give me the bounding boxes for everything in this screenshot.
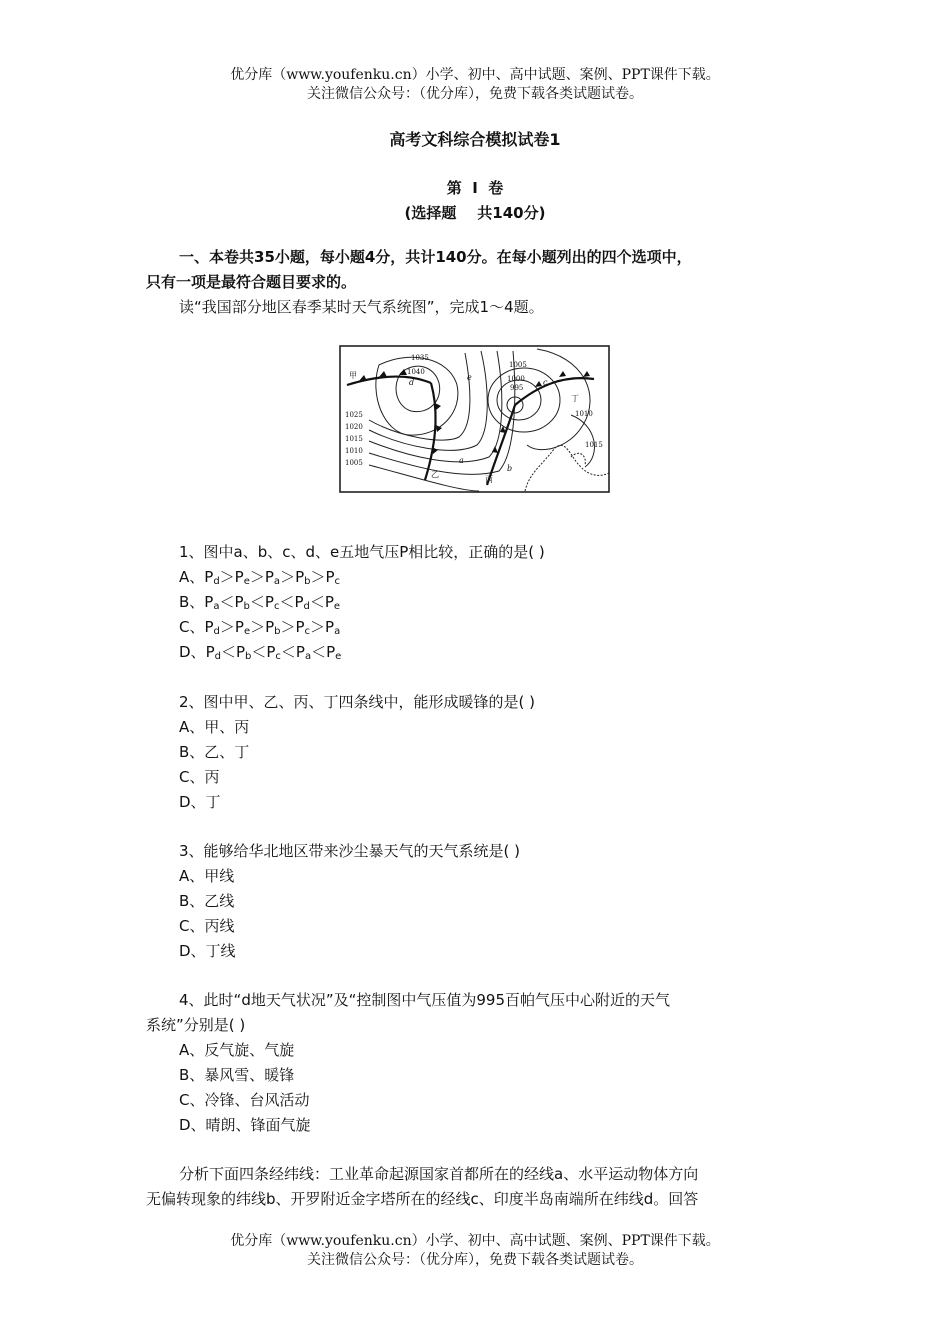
pressure-subscript: c <box>304 626 311 637</box>
weather-system-map <box>339 345 610 493</box>
option-c: C、冷锋、台风活动 <box>179 1091 310 1109</box>
pressure-subscript: a <box>213 601 220 612</box>
label-p1025: 1025 <box>345 411 363 419</box>
label-bing: 丙 <box>485 475 493 484</box>
passage-line-1: 分析下面四条经纬线：工业革命起源国家首都所在的经线a、水平运动物体方向 <box>179 1165 699 1183</box>
option-a <box>146 565 810 590</box>
label-p1015-left: 1015 <box>345 435 363 443</box>
pressure-subscript: d <box>213 626 220 637</box>
option-d: D、丁 <box>179 793 221 811</box>
pressure-subscript: c <box>334 576 341 587</box>
pressure-subscript: c <box>273 601 280 612</box>
section-intro-line-1: 一、本卷共35小题，每小题4分，共计140分。在每小题列出的四个选项中， <box>179 248 692 266</box>
passage-line-2: 无偏转现象的纬线b、开罗附近金字塔所在的经线c、印度半岛南端所在纬线d。回答 <box>146 1190 699 1208</box>
label-d: d <box>409 378 415 387</box>
label-p1010-left: 1010 <box>345 447 363 455</box>
pressure-symbol: ＞P <box>219 568 244 586</box>
pressure-symbol: ＜P <box>249 593 274 611</box>
pressure-subscript: b <box>245 651 252 662</box>
pressure-subscript: a <box>304 651 312 662</box>
pressure-symbol: P <box>204 568 214 586</box>
pressure-subscript: b <box>304 576 311 587</box>
pressure-subscript: b <box>243 601 250 612</box>
pressure-symbol: ＞P <box>310 618 335 636</box>
option-label: A、 <box>179 568 205 586</box>
option-label: C、 <box>179 618 205 636</box>
question-stem: 3、能够给华北地区带来沙尘暴天气的天气系统是( ) <box>179 842 521 860</box>
map-frame <box>340 346 609 492</box>
question-1 <box>146 540 810 665</box>
label-p1005-top: 1005 <box>509 361 527 369</box>
question-stem: 2、图中甲、乙、丙、丁四条线中，能形成暖锋的是( ) <box>179 693 536 711</box>
question-4 <box>146 988 810 1138</box>
pressure-symbol: ＞P <box>280 618 305 636</box>
option-a: A、甲线 <box>179 867 235 885</box>
label-e: e <box>467 373 472 382</box>
pressure-symbol: ＞P <box>250 618 275 636</box>
pressure-symbol: ＞P <box>310 568 335 586</box>
pressure-subscript: e <box>333 601 341 612</box>
label-p1020: 1020 <box>345 423 363 431</box>
pressure-symbol: ＞P <box>280 568 305 586</box>
label-ding: 丁 <box>571 394 579 403</box>
pressure-subscript: e <box>243 626 251 637</box>
option-d: D、丁线 <box>179 942 236 960</box>
pressure-symbol: ＜P <box>220 643 246 661</box>
label-yi: 乙 <box>431 470 439 479</box>
pressure-symbol: ＜P <box>280 643 305 661</box>
header-line-1: 优分库（www.youfenku.cn）小学、初中、高中试题、案例、PPT课件下载。 <box>230 67 720 83</box>
pressure-subscript: c <box>275 651 281 662</box>
pressure-subscript: d <box>213 576 220 587</box>
pressure-symbol: ＜P <box>219 593 244 611</box>
label-jia: 甲 <box>349 371 357 380</box>
option-d <box>146 640 810 665</box>
option-b: B、乙线 <box>179 892 235 910</box>
pressure-subscript: a <box>273 576 281 587</box>
pressure-subscript: e <box>243 576 250 587</box>
pressure-symbol: ＞P <box>219 618 244 636</box>
pressure-subscript: e <box>335 651 342 662</box>
pressure-subscript: b <box>274 626 281 637</box>
option-a: A、反气旋、气旋 <box>179 1041 295 1059</box>
footer-line-1: 优分库（www.youfenku.cn）小学、初中、高中试题、案例、PPT课件下载。 <box>230 1233 720 1249</box>
header-line-2: 关注微信公众号：（优分库），免费下载各类试题试卷。 <box>307 86 643 102</box>
option-label: B、 <box>179 593 205 611</box>
label-a: a <box>459 456 464 465</box>
label-b: b <box>507 464 513 473</box>
section-intro-line-2: 只有一项是最符合题目要求的。 <box>146 273 357 291</box>
option-b: B、暴风雪、暖锋 <box>179 1066 295 1084</box>
label-p1010-right: 1010 <box>575 410 593 418</box>
section-intro <box>146 245 810 320</box>
pressure-symbol: P <box>204 593 214 611</box>
label-p1040: 1040 <box>407 368 425 376</box>
option-d: D、晴朗、锋面气旋 <box>179 1116 311 1134</box>
question-stem-line-2: 系统”分别是( ) <box>146 1016 246 1034</box>
option-c <box>146 615 810 640</box>
question-2 <box>146 690 810 815</box>
pressure-symbol: ＜P <box>311 643 336 661</box>
label-c: c <box>543 378 548 387</box>
pressure-subscript: d <box>214 651 221 662</box>
pressure-symbol: ＜P <box>251 643 276 661</box>
read-prompt: 读“我国部分地区春季某时天气系统图”，完成1～4题。 <box>179 298 544 316</box>
pressure-symbol: ＞P <box>249 568 274 586</box>
question-3 <box>146 839 810 964</box>
label-p1015-right: 1015 <box>585 441 603 449</box>
label-p995: 995 <box>510 384 524 392</box>
option-c: C、丙线 <box>179 917 235 935</box>
pressure-subscript: d <box>303 601 310 612</box>
pressure-subscript: a <box>334 626 341 637</box>
option-a: A、甲、丙 <box>179 718 250 736</box>
exam-title: 高考文科综合模拟试卷1 <box>389 130 561 149</box>
pressure-symbol: P <box>204 618 214 636</box>
question-stem: 1、图中a、b、c、d、e五地气压P相比较，正确的是( ) <box>179 543 545 561</box>
option-b <box>146 590 810 615</box>
option-c: C、丙 <box>179 768 220 786</box>
pressure-symbol: ＜P <box>279 593 304 611</box>
option-b: B、乙、丁 <box>179 743 250 761</box>
question-stem-line-1: 4、此时“d地天气状况”及“控制图中气压值为995百帕气压中心附近的天气 <box>179 991 671 1009</box>
label-p1005-left: 1005 <box>345 459 363 467</box>
pressure-symbol: ＜P <box>309 593 334 611</box>
page-footer <box>0 1232 950 1270</box>
label-p1000: 1000 <box>507 375 525 383</box>
pressure-symbol: P <box>205 643 215 661</box>
page-header <box>0 66 950 104</box>
next-passage <box>146 1162 810 1212</box>
footer-line-2: 关注微信公众号：（优分库），免费下载各类试题试卷。 <box>307 1252 643 1268</box>
option-label: D、 <box>179 643 206 661</box>
part-title: 第 Ⅰ 卷 <box>446 179 504 197</box>
label-p1035: 1035 <box>411 354 429 362</box>
part-note: (选择题 共140分) <box>404 204 546 222</box>
